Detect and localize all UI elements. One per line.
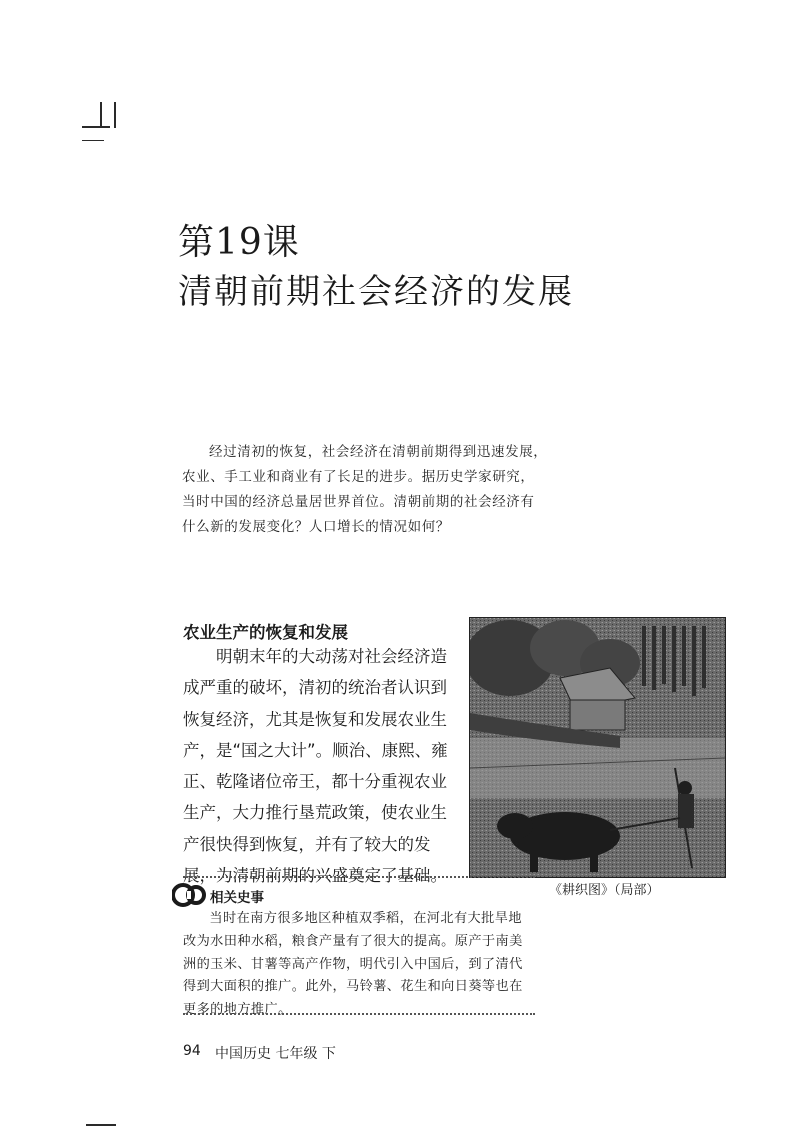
related-history-icon [172, 880, 206, 910]
gengzhitu-painting [469, 617, 726, 878]
book-title: 中国历史 七年级 下 [215, 1046, 336, 1062]
crop-mark [86, 1124, 116, 1126]
lesson-intro: 经过清初的恢复，社会经济在清朝前期得到迅速发展，农业、手工业和商业有了长足的进步。据历史学家研究，当时中国的经济总量居世界首位。清朝前期的社会经济有什么新的发展变化？人口增长的情况如何？ [182, 444, 548, 535]
figure-caption: 《耕织图》（局部） [549, 883, 660, 898]
crop-mark [82, 140, 104, 141]
painting-image [470, 618, 725, 877]
sidebar-top-divider [183, 876, 535, 878]
crop-mark [100, 102, 102, 128]
sidebar-body: 当时在南方很多地区种植双季稻，在河北有大批旱地改为水田种水稻，粮食产量有了很大的提高。原产于南美洲的玉米、甘薯等高产作物，明代引入中国后，到了清代得到大面积的推广。此外，马铃薯、花生和向日葵等也在更多的地方推广。 [183, 911, 523, 1018]
sidebar-bottom-divider [183, 1013, 535, 1015]
sidebar-title: 相关史事 [210, 890, 264, 906]
crop-mark [114, 102, 116, 128]
section-body: 明朝末年的大动荡对社会经济造成严重的破坏，清初的统治者认识到恢复经济，尤其是恢复和发展农业生产，是“国之大计”。顺治、康熙、雍正、乾隆诸位帝王，都十分重视农业生产，大力推行垦荒政策，使农业生产很快得到恢复，并有了较大的发展，为清朝前期的兴盛奠定了基础。 [183, 647, 448, 886]
section-heading: 农业生产的恢复和发展 [183, 623, 348, 642]
crop-mark [82, 126, 110, 128]
page-number: 94 [183, 1043, 201, 1059]
lesson-number: 第19课 [178, 222, 300, 263]
lesson-title: 清朝前期社会经济的发展 [178, 272, 574, 312]
